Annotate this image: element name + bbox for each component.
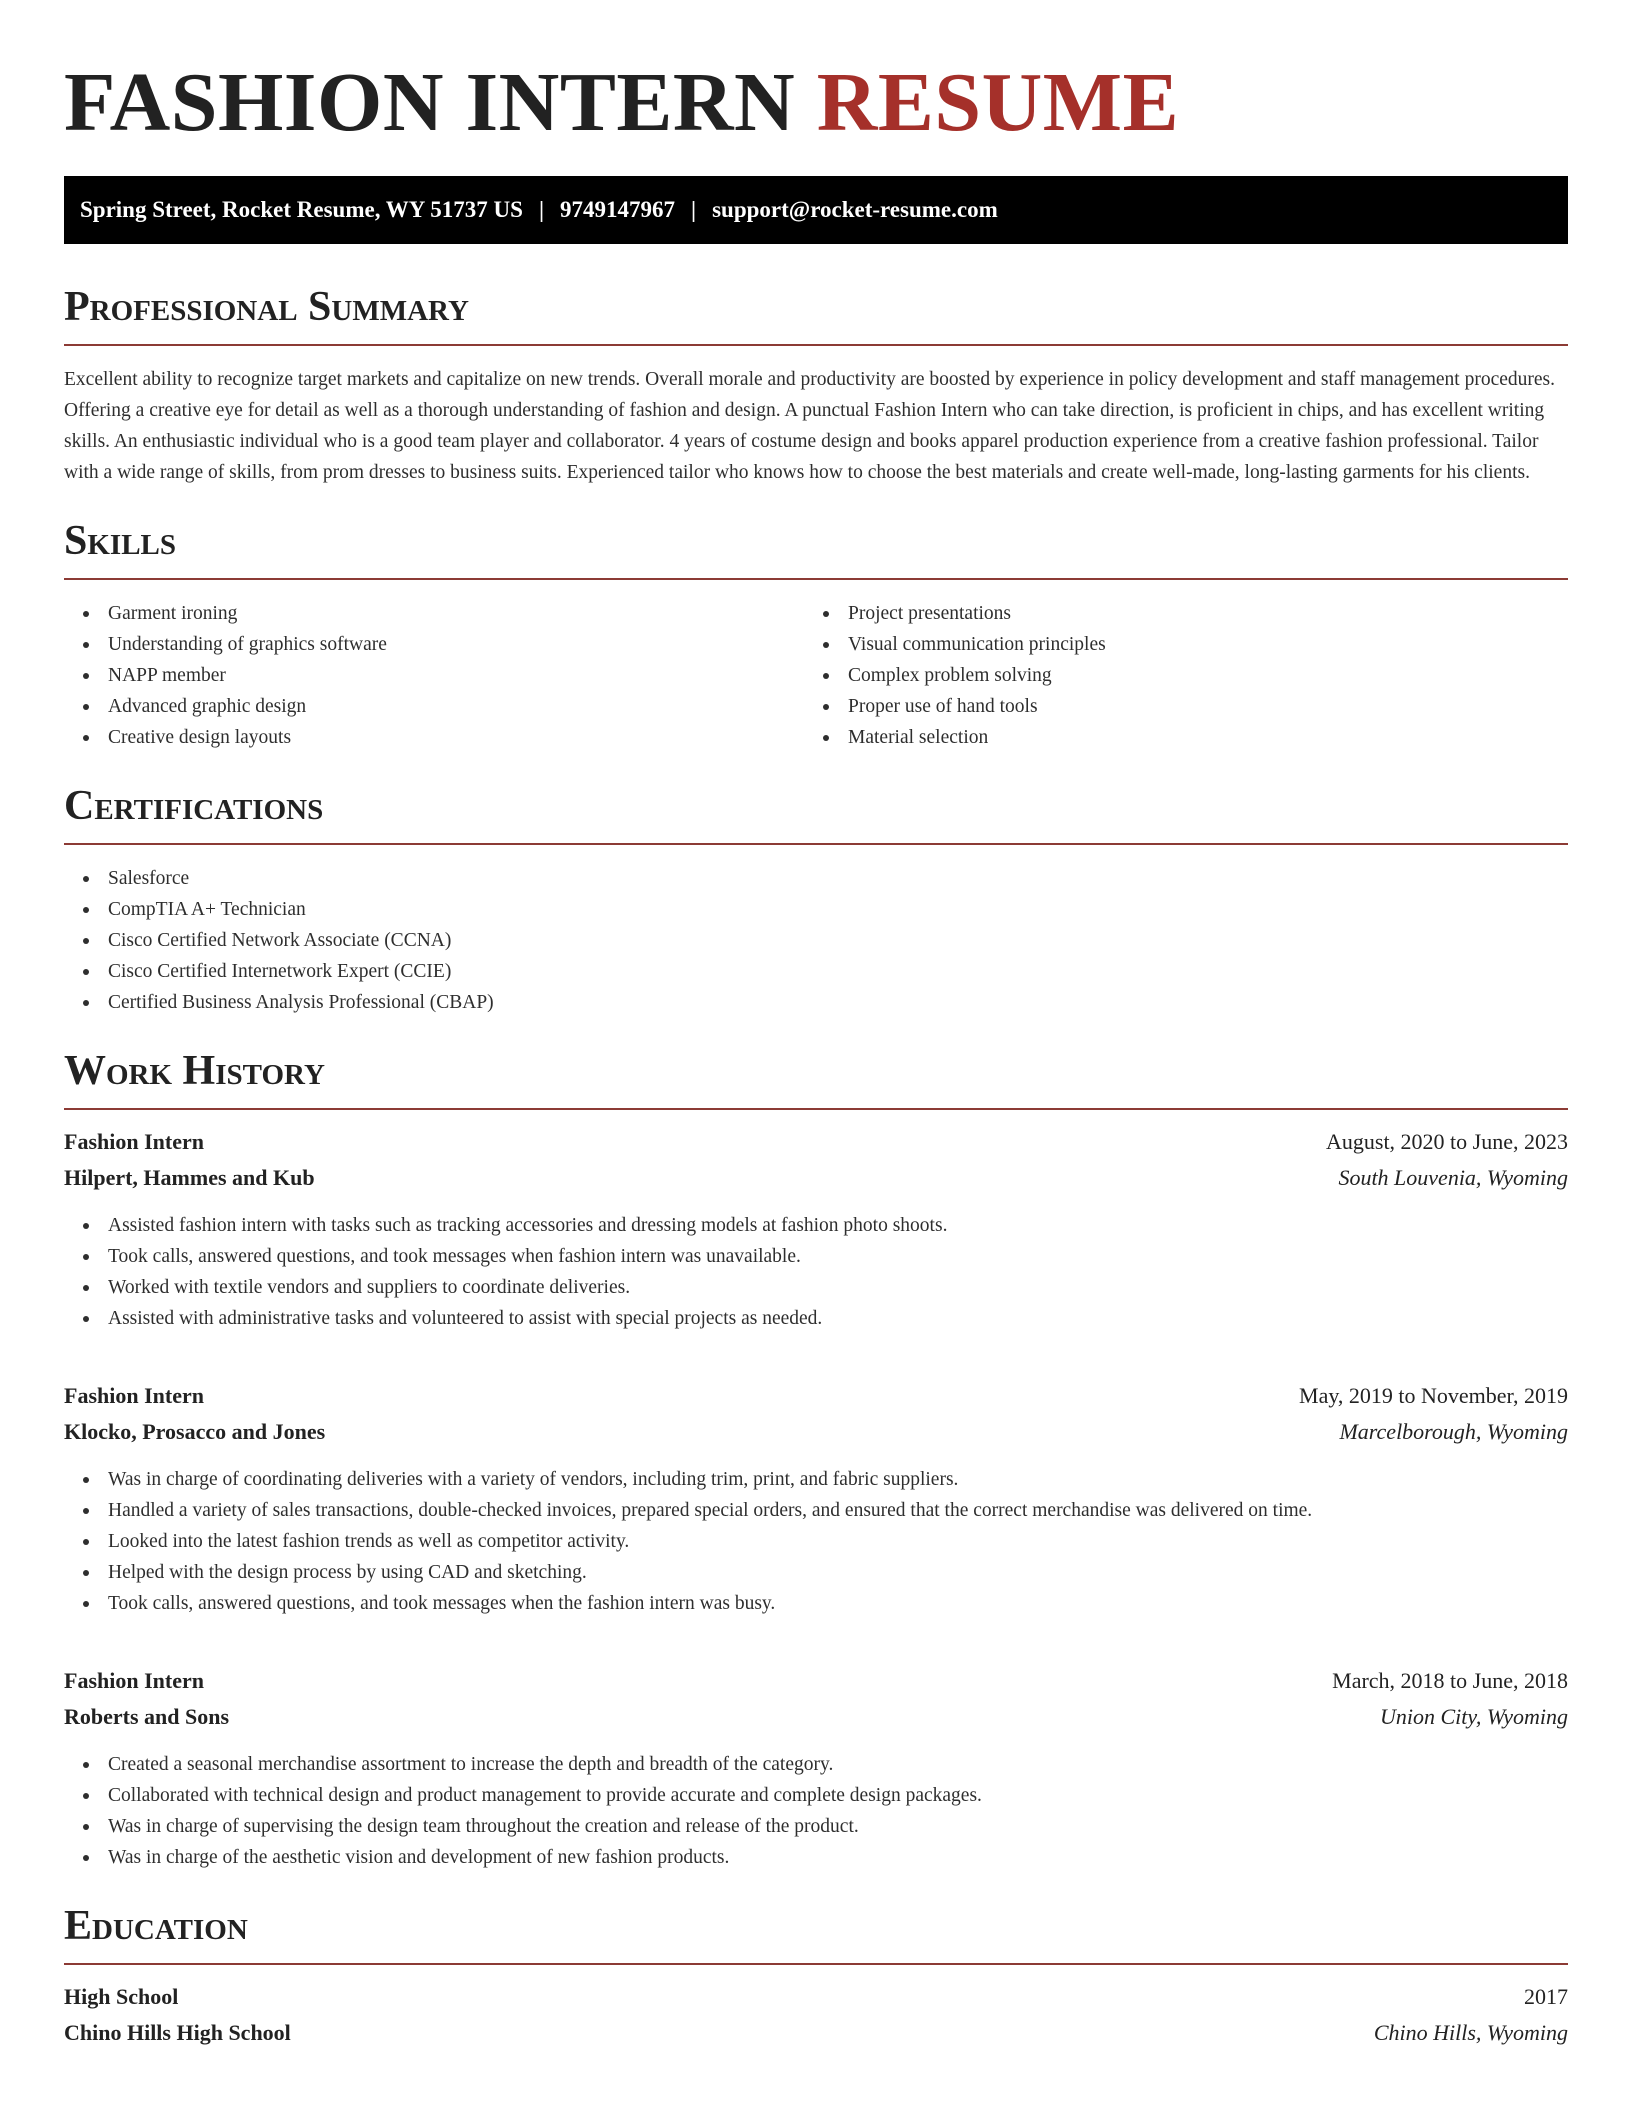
job-entry (64, 1663, 1568, 1873)
skill-item: Garment ironing (64, 598, 804, 629)
skills-list-right (804, 598, 1544, 753)
job-duty: Assisted fashion intern with tasks such as tracking accessories and dressing models at fashion photo shoots. (64, 1210, 1568, 1241)
certifications-section (64, 783, 1568, 1018)
education-section (64, 1903, 1568, 2051)
resume-title (64, 58, 1568, 148)
section-heading-education: Education (64, 1903, 1568, 1965)
work-history-section (64, 1048, 1568, 1873)
job-duty: Handled a variety of sales transactions, double-checked invoices, prepared special orders, and ensured that the correct merchandise was delivered on time. (64, 1495, 1568, 1526)
job-duties (64, 1749, 1568, 1873)
job-company: Hilpert, Hammes and Kub (64, 1165, 315, 1190)
job-title: Fashion Intern (64, 1383, 204, 1408)
summary-text: Excellent ability to recognize target markets and capitalize on new trends. Overall morale and productivity are boosted by experience in policy development and staff management procedures. Offering a creative eye for detail as well as a thorough understanding of fashion and design. A punctual Fashion Intern who can take direction, is proficient in chips, and has excellent writing skills. An enthusiastic individual who is a good team player and collaborator. 4 years of costume design and books apparel production experience from a creative fashion professional. Tailor with a wide range of skills, from prom dresses to business suits. Experienced tailor who knows how to choose the best materials and create well-made, long-lasting garments for his clients. (64, 369, 1556, 483)
professional-summary-section (64, 284, 1568, 488)
job-company: Roberts and Sons (64, 1704, 230, 1729)
resume-page (64, 0, 1568, 2051)
job-dates: May, 2019 to November, 2019 (1299, 1383, 1568, 1408)
skill-item: Proper use of hand tools (804, 691, 1544, 722)
skills-section (64, 518, 1568, 753)
section-heading-summary: Professional Summary (64, 284, 1568, 346)
job-location: Union City, Wyoming (1379, 1704, 1568, 1729)
contact-email: support@rocket-resume.com (712, 197, 998, 222)
education-degree: High School (64, 1984, 179, 2009)
title-accent: RESUME (816, 56, 1180, 149)
job-duty: Helped with the design process by using CAD and sketching. (64, 1557, 1568, 1588)
job-duty: Was in charge of the aesthetic vision and development of new fashion products. (64, 1842, 1568, 1873)
title-main: FASHION INTERN (64, 56, 796, 149)
skill-item: Creative design layouts (64, 722, 804, 753)
skill-item: Project presentations (804, 598, 1544, 629)
job-location: South Louvenia, Wyoming (1338, 1165, 1568, 1190)
education-year: 2017 (1524, 1984, 1568, 2009)
job-duty: Was in charge of supervising the design team throughout the creation and release of the product. (64, 1811, 1568, 1842)
contact-bar (64, 176, 1568, 244)
job-location: Marcelborough, Wyoming (1339, 1419, 1568, 1444)
skill-item: Complex problem solving (804, 660, 1544, 691)
contact-address: Spring Street, Rocket Resume, WY 51737 US (80, 197, 523, 222)
skill-item: Material selection (804, 722, 1544, 753)
job-duty: Created a seasonal merchandise assortment to increase the depth and breadth of the category. (64, 1749, 1568, 1780)
job-company: Klocko, Prosacco and Jones (64, 1419, 326, 1444)
contact-phone: 9749147967 (560, 197, 676, 222)
job-title: Fashion Intern (64, 1668, 204, 1693)
job-duty: Was in charge of coordinating deliveries with a variety of vendors, including trim, print, and fabric suppliers. (64, 1464, 1568, 1495)
skill-item: Visual communication principles (804, 629, 1544, 660)
section-heading-work-history: Work History (64, 1048, 1568, 1110)
job-entry (64, 1378, 1568, 1619)
education-school: Chino Hills High School (64, 2020, 291, 2045)
job-entry (64, 1124, 1568, 1334)
contact-separator: | (538, 197, 545, 222)
section-heading-certifications: Certifications (64, 783, 1568, 845)
certification-item: Cisco Certified Internetwork Expert (CCIE) (64, 956, 1568, 987)
job-duty: Worked with textile vendors and suppliers to coordinate deliveries. (64, 1272, 1568, 1303)
job-duty: Assisted with administrative tasks and volunteered to assist with special projects as needed. (64, 1303, 1568, 1334)
job-duties (64, 1210, 1568, 1334)
job-duty: Took calls, answered questions, and took messages when the fashion intern was busy. (64, 1588, 1568, 1619)
certification-item: Salesforce (64, 863, 1568, 894)
skill-item: Understanding of graphics software (64, 629, 804, 660)
certification-item: Cisco Certified Network Associate (CCNA) (64, 925, 1568, 956)
job-duty: Collaborated with technical design and product management to provide accurate and complete design packages. (64, 1780, 1568, 1811)
job-dates: March, 2018 to June, 2018 (1332, 1668, 1568, 1693)
skill-item: Advanced graphic design (64, 691, 804, 722)
job-duties (64, 1464, 1568, 1619)
certifications-list (64, 863, 1568, 1018)
skill-item: NAPP member (64, 660, 804, 691)
job-duty: Took calls, answered questions, and took messages when fashion intern was unavailable. (64, 1241, 1568, 1272)
contact-separator: | (691, 197, 697, 222)
job-title: Fashion Intern (64, 1129, 204, 1154)
section-heading-skills: Skills (64, 518, 1568, 580)
job-duty: Looked into the latest fashion trends as well as competitor activity. (64, 1526, 1568, 1557)
job-dates: August, 2020 to June, 2023 (1326, 1129, 1568, 1154)
skills-list-left (64, 598, 804, 753)
certification-item: Certified Business Analysis Professional (CBAP) (64, 987, 1568, 1018)
education-location: Chino Hills, Wyoming (1373, 2020, 1568, 2045)
certification-item: CompTIA A+ Technician (64, 894, 1568, 925)
